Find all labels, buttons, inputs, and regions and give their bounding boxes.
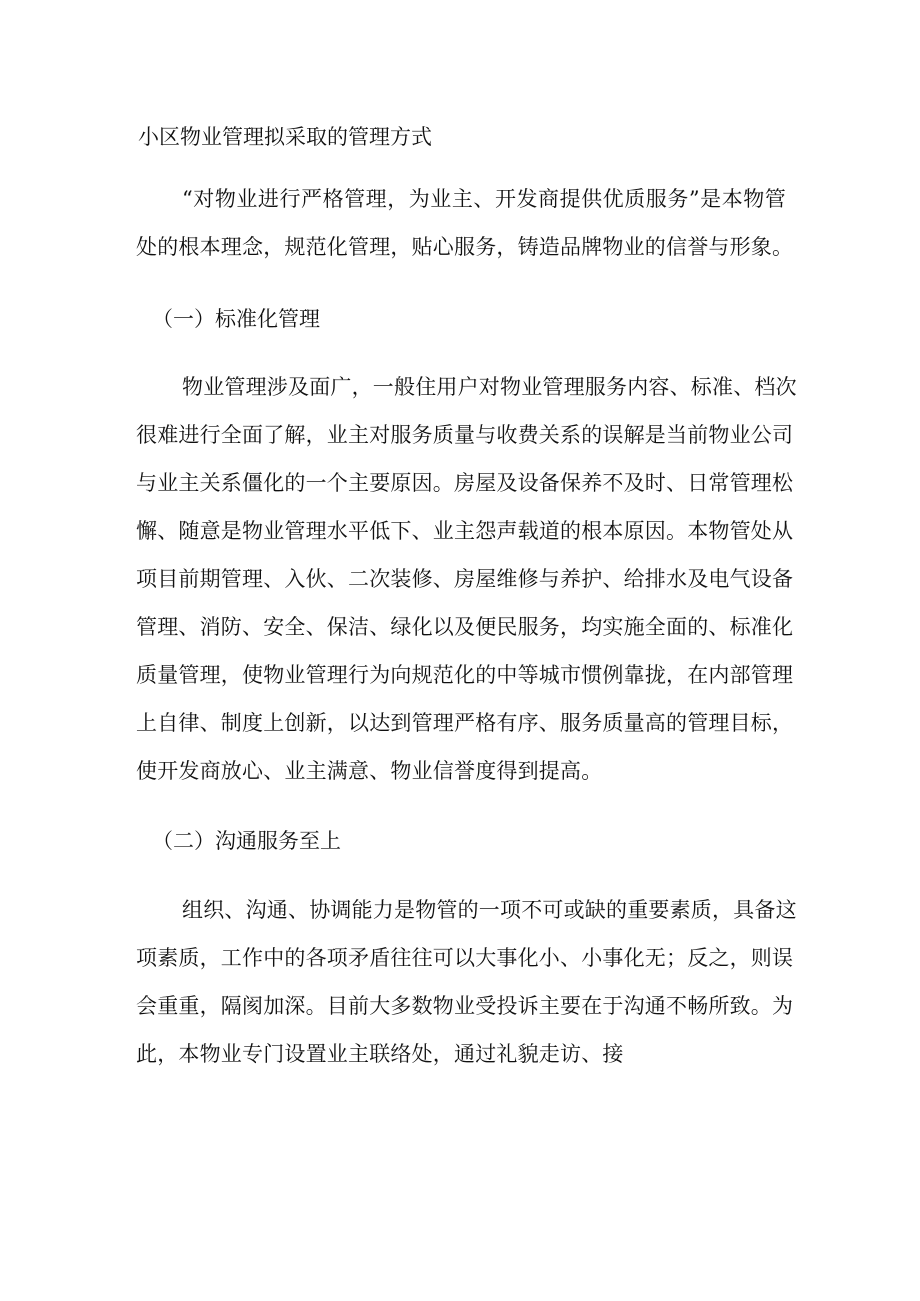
paragraph-line: 懈、随意是物业管理水平低下、业主怨声载道的根本原因。本物管处从 [136,519,794,543]
section-heading-standardized-management: （一）标准化管理 [152,307,320,331]
section-heading-communication-service: （二）沟通服务至上 [152,829,341,853]
paragraph-line: 上自律、制度上创新，以达到管理严格有序、服务质量高的管理目标， [136,711,794,735]
document-title: 小区物业管理拟采取的管理方式 [138,125,432,149]
section2-paragraph [136,886,797,1078]
paragraph-line: 很难进行全面了解，业主对服务质量与收费关系的误解是当前物业公司 [136,423,794,447]
section1-paragraph [136,363,797,795]
paragraph-line: 会重重，隔阂加深。目前大多数物业受投诉主要在于沟通不畅所致。为 [136,994,794,1018]
paragraph-line: 物业管理涉及面广，一般住用户对物业管理服务内容、标准、档次 [182,375,797,399]
intro-line: 处的根本理念，规范化管理，贴心服务，铸造品牌物业的信誉与形象。 [136,235,794,259]
paragraph-line: 与业主关系僵化的一个主要原因。房屋及设备保养不及时、日常管理松 [136,471,794,495]
paragraph-line: 质量管理，使物业管理行为向规范化的中等城市惯例靠拢，在内部管理 [136,663,794,687]
intro-line: “对物业进行严格管理，为业主、开发商提供优质服务”是本物管 [182,187,786,211]
paragraph-line: 此，本物业专门设置业主联络处，通过礼貌走访、接 [136,1042,624,1066]
paragraph-line: 项目前期管理、入伙、二次装修、房屋维修与养护、给排水及电气设备 [136,567,794,591]
paragraph-line: 项素质，工作中的各项矛盾往往可以大事化小、小事化无；反之，则误 [136,946,794,970]
intro-paragraph [136,175,794,271]
paragraph-line: 管理、消防、安全、保洁、绿化以及便民服务，均实施全面的、标准化 [136,615,794,639]
paragraph-line: 使开发商放心、业主满意、物业信誉度得到提高。 [136,759,603,783]
paragraph-line: 组织、沟通、协调能力是物管的一项不可或缺的重要素质，具备这 [182,898,797,922]
